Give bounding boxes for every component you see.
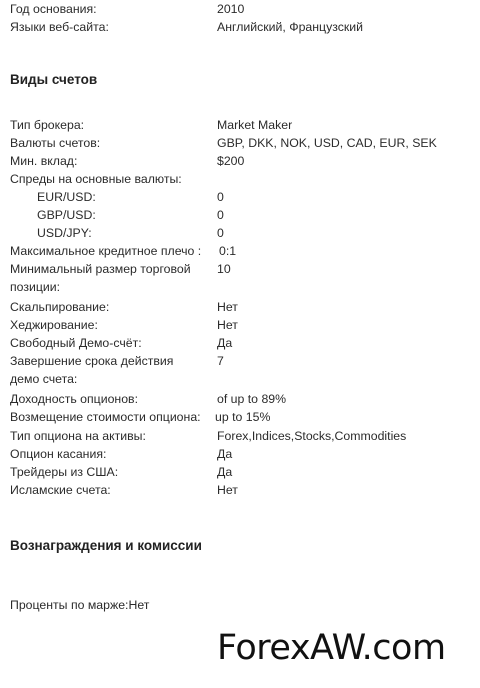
- languages-label: Языки веб-сайта:: [10, 20, 109, 34]
- demo-expiry-label: Завершение срока действия: [10, 354, 174, 368]
- spread-value: 0: [217, 190, 224, 204]
- islamic-value: Нет: [217, 483, 238, 497]
- min-trade-value: 10: [217, 262, 231, 276]
- currencies-value: GBP, DKK, NOK, USD, CAD, EUR, SEK: [217, 136, 437, 150]
- max-leverage-row: [10, 242, 475, 260]
- option-refund-value: up to 15%: [215, 410, 271, 424]
- option-assets-label: Тип опциона на активы:: [10, 429, 146, 443]
- islamic-row: [10, 481, 475, 499]
- demo-expiry-row: [10, 352, 475, 388]
- fees-section-title: Вознаграждения и комиссии: [10, 538, 202, 553]
- currencies-label: Валюты счетов:: [10, 136, 101, 150]
- free-demo-value: Да: [217, 336, 233, 350]
- hedging-label: Хеджирование:: [10, 318, 98, 332]
- languages-value: Английский, Французский: [217, 20, 363, 34]
- broker-type-label: Тип брокера:: [10, 118, 85, 132]
- touch-option-row: [10, 445, 475, 463]
- languages-row: [10, 18, 475, 36]
- min-trade-row: [10, 260, 475, 296]
- spread-value: 0: [217, 208, 224, 222]
- option-assets-row: [10, 427, 475, 445]
- touch-option-value: Да: [217, 447, 233, 461]
- min-trade-label-continued: позиции:: [10, 280, 61, 294]
- us-traders-row: [10, 463, 475, 481]
- option-refund-row: [10, 408, 475, 426]
- scalping-label: Скальпирование:: [10, 300, 110, 314]
- spread-row: [10, 188, 475, 206]
- touch-option-label: Опцион касания:: [10, 447, 107, 461]
- option-assets-value: Forex,Indices,Stocks,Commodities: [217, 429, 407, 443]
- spread-row: [10, 206, 475, 224]
- scalping-value: Нет: [217, 300, 238, 314]
- broker-type-value: Market Maker: [217, 118, 293, 132]
- max-leverage-label: Максимальное кредитное плечо :: [10, 244, 202, 258]
- founded-value: 2010: [217, 2, 245, 16]
- free-demo-label: Свободный Демо-счёт:: [10, 336, 142, 350]
- margin-interest-text: Проценты по марже:Нет: [10, 598, 150, 612]
- option-refund-label: Возмещение стоимости опциона:: [10, 410, 201, 424]
- demo-expiry-label-continued: демо счета:: [10, 372, 78, 386]
- currencies-row: [10, 134, 475, 152]
- demo-expiry-value: 7: [217, 354, 224, 368]
- option-yield-label: Доходность опционов:: [10, 392, 138, 406]
- option-yield-value: of up to 89%: [217, 392, 287, 406]
- spreads-row: [10, 170, 475, 188]
- spread-pair: USD/JPY:: [37, 226, 92, 240]
- min-deposit-row: [10, 152, 475, 170]
- broker-type-row: [10, 116, 475, 134]
- spread-row: [10, 224, 475, 242]
- min-trade-label: Минимальный размер торговой: [10, 262, 191, 276]
- min-deposit-value: $200: [217, 154, 245, 168]
- founded-row: [10, 0, 475, 18]
- spread-pair: GBP/USD:: [37, 208, 96, 222]
- scalping-row: [10, 298, 475, 316]
- spreads-label: Спреды на основные валюты:: [10, 172, 182, 186]
- spread-value: 0: [217, 226, 224, 240]
- hedging-value: Нет: [217, 318, 238, 332]
- max-leverage-value: 0:1: [219, 244, 237, 258]
- islamic-label: Исламские счета:: [10, 483, 111, 497]
- accounts-section-title: Виды счетов: [10, 72, 98, 87]
- option-yield-row: [10, 390, 475, 408]
- spread-pair: EUR/USD:: [37, 190, 96, 204]
- watermark-logo: ForexAW.com: [217, 628, 446, 668]
- us-traders-value: Да: [217, 465, 233, 479]
- hedging-row: [10, 316, 475, 334]
- min-deposit-label: Мин. вклад:: [10, 154, 78, 168]
- free-demo-row: [10, 334, 475, 352]
- us-traders-label: Трейдеры из США:: [10, 465, 119, 479]
- founded-label: Год основания:: [10, 2, 97, 16]
